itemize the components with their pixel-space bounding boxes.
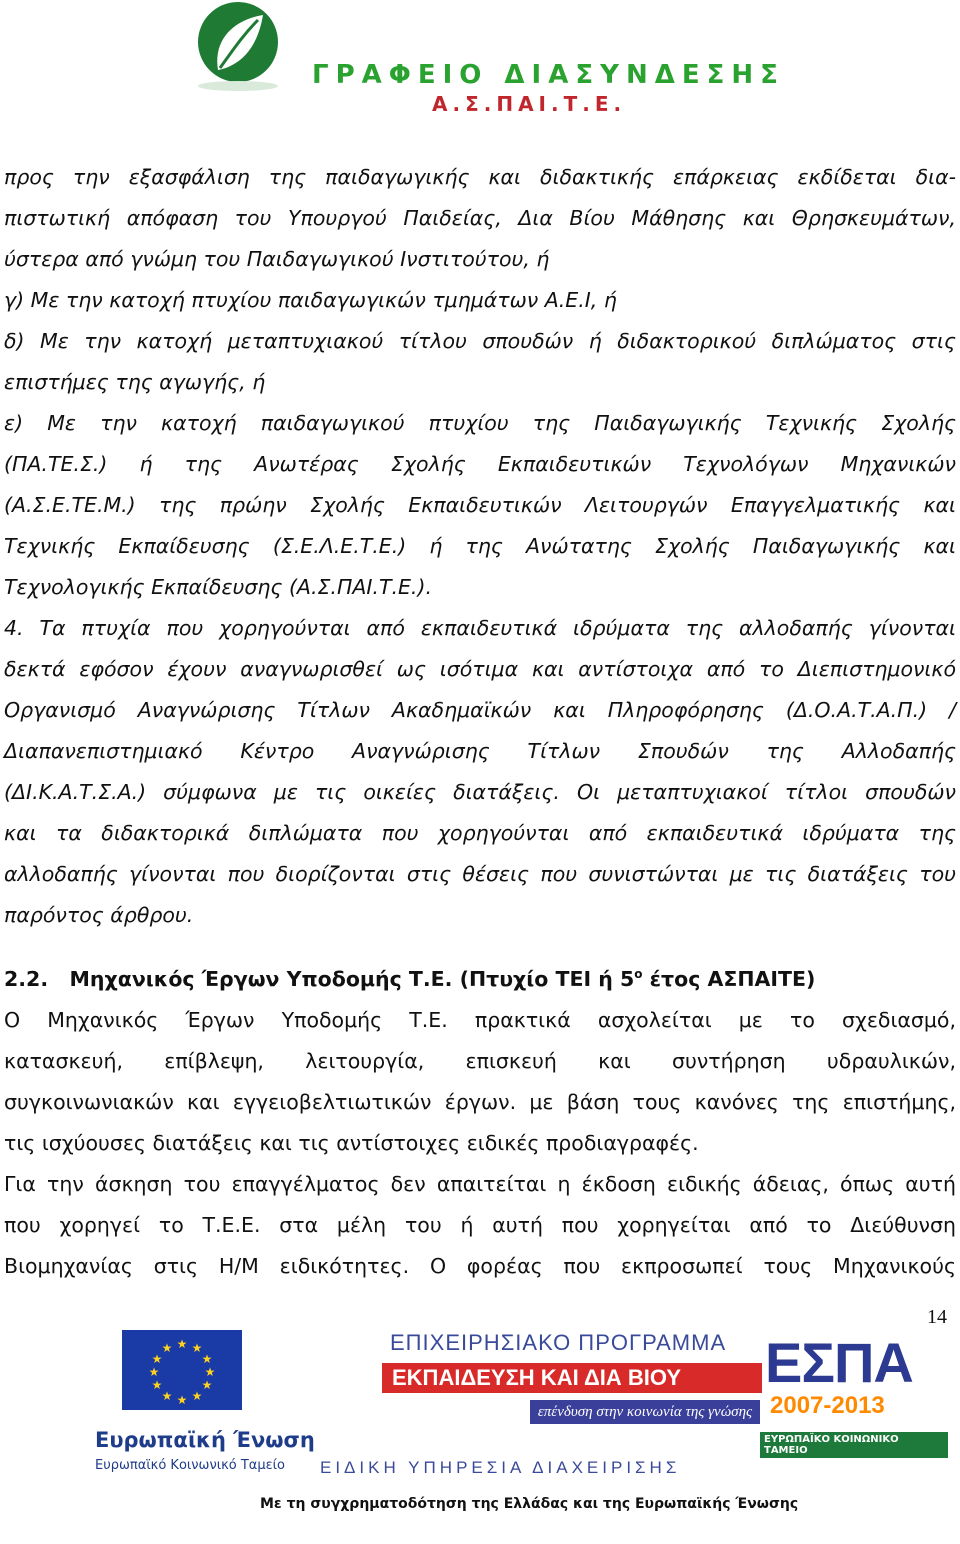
svg-text:★: ★ — [161, 1341, 173, 1355]
svg-text:★: ★ — [176, 1393, 188, 1407]
text-line: Οργανισμό Αναγνώρισης Τίτλων Ακαδημαϊκών και Πληροφόρησης (Δ.Ο.Α.Τ.Α.Π.) / — [4, 698, 956, 722]
cofunding-caption: Με τη συγχρηματοδότηση της Ελλάδας και της Ευρωπαϊκής Ένωσης — [260, 1496, 799, 1512]
document-body — [4, 157, 956, 1287]
text-line: πιστωτική απόφαση του Υπουργού Παιδείας, Δια Βίου Μάθησης και Θρησκευμάτων, — [4, 206, 956, 230]
text-line: παρόντος άρθρου. — [4, 903, 194, 927]
text-line: αλλοδαπής γίνονται που διορίζονται στις θέσεις που συνιστώνται με τις διατάξεις του — [4, 862, 956, 886]
text-line: επιστήμες της αγωγής, ή — [4, 370, 266, 394]
svg-text:★: ★ — [148, 1365, 160, 1379]
text-line: δεκτά εφόσον έχουν αναγνωρισθεί ως ισότιμα και αντίστοιχα από το Διεπιστημονικό — [4, 657, 956, 681]
text-line: (ΔΙ.Κ.Α.Τ.Σ.Α.) σύμφωνα με τις οικείες διατάξεις. Οι μεταπτυχιακοί τίτλοι σπουδών — [4, 780, 956, 804]
text-line: (ΠΑ.ΤΕ.Σ.) ή της Ανωτέρας Σχολής Εκπαιδευτικών Τεχνολόγων Μηχανικών — [4, 452, 956, 476]
text-line: Τεχνικής Εκπαίδευσης (Σ.Ε.Λ.Ε.Τ.Ε.) ή της Ανώτατης Σχολής Παιδαγωγικής και — [4, 534, 956, 558]
text-line: προς την εξασφάλιση της παιδαγωγικής και διδακτικής επάρκειας εκδίδεται δια- — [4, 165, 956, 189]
svg-text:★: ★ — [161, 1389, 173, 1403]
program-tagline: επένδυση στην κοινωνία της γνώσης — [530, 1400, 760, 1424]
espa-logo: ΕΣΠΑ — [765, 1331, 913, 1394]
text-line: ύστερα από γνώμη του Παιδαγωγικού Ινστιτούτου, ή — [4, 247, 550, 271]
text-line: δ) Με την κατοχή μεταπτυχιακού τίτλου σπουδών ή διδακτορικού διπλώματος στις — [4, 329, 956, 353]
svg-text:★: ★ — [151, 1352, 163, 1366]
text-line: Ο Μηχανικός Έργων Υποδομής Τ.Ε. πρακτικά ασχολείται με το σχεδιασμό, — [4, 1007, 956, 1032]
text-line: και τα διδακτορικά διπλώματα που χορηγούνται από εκπαιδευτικά ιδρύματα της — [4, 821, 956, 845]
spacer — [4, 936, 956, 954]
eu-sublabel: Ευρωπαϊκό Κοινωνικό Ταμείο — [95, 1458, 286, 1473]
text-line: 4. Τα πτυχία που χορηγούνται από εκπαιδευτικά ιδρύματα της αλλοδαπής γίνονται — [4, 616, 956, 640]
svg-text:★: ★ — [201, 1378, 213, 1392]
text-line: τις ισχύουσες διατάξεις και τις αντίστοιχες ειδικές προδιαγραφές. — [4, 1130, 699, 1155]
svg-text:★: ★ — [191, 1389, 203, 1403]
program-name: ΕΚΠΑΙΔΕΥΣΗ ΚΑΙ ΔΙΑ ΒΙΟΥ ΜΑΘΗΣΗ — [382, 1363, 762, 1393]
svg-text:★: ★ — [201, 1352, 213, 1366]
text-line: ε) Με την κατοχή παιδαγωγικού πτυχίου της Παιδαγωγικής Τεχνικής Σχολής — [4, 411, 956, 435]
text-line: κατασκευή, επίβλεψη, λειτουργία, επισκευή και συντήρηση υδραυλικών, — [4, 1048, 956, 1073]
section-title-tail: έτος ΑΣΠΑΙΤΕ) — [642, 966, 816, 991]
text-line: γ) Με την κατοχή πτυχίου παιδαγωγικών τμημάτων Α.Ε.Ι, ή — [4, 288, 617, 312]
eu-flag-icon — [122, 1330, 242, 1410]
text-line: που χορηγεί το Τ.Ε.Ε. στα μέλη του ή αυτή που χορηγείται από το Διεύθυνση — [4, 1212, 956, 1237]
eu-label: Ευρωπαϊκή Ένωση — [95, 1428, 315, 1452]
section-title-sup: ο — [634, 967, 643, 981]
funding-banner — [60, 1330, 913, 1530]
svg-text:★: ★ — [204, 1365, 216, 1379]
espa-fund-label: ΕΥΡΩΠΑΪΚΟ ΚΟΙΝΩΝΙΚΟ ΤΑΜΕΙΟ — [760, 1432, 948, 1458]
section-number: 2.2. — [4, 966, 49, 991]
svg-text:★: ★ — [176, 1337, 188, 1351]
section-title: Μηχανικός Έργων Υποδομής Τ.Ε. (Πτυχίο ΤΕΙ ή 5 — [69, 966, 635, 991]
espa-years: 2007-2013 — [770, 1392, 885, 1419]
svg-text:★: ★ — [151, 1378, 163, 1392]
leaf-logo-icon — [178, 0, 298, 95]
page-number: 14 — [927, 1306, 947, 1328]
text-line: Τεχνολογικής Εκπαίδευσης (Α.Σ.ΠΑΙ.Τ.Ε.). — [4, 575, 432, 599]
logo-title: ΓΡΑΦΕΙΟ ΔΙΑΣΥΝΔΕΣΗΣ — [312, 60, 785, 90]
service-name: ΕΙΔΙΚΗ ΥΠΗΡΕΣΙΑ ΔΙΑΧΕΙΡΙΣΗΣ — [320, 1458, 681, 1477]
text-line: Για την άσκηση του επαγγέλματος δεν απαιτείται η έκδοση ειδικής άδειας, όπως αυτή — [4, 1171, 956, 1196]
section-heading — [4, 954, 956, 1000]
text-line: συγκοινωνιακών και εγγειοβελτιωτικών έργων. με βάση τους κανόνες της επιστήμης, — [4, 1089, 956, 1114]
header — [0, 0, 960, 120]
svg-text:★: ★ — [191, 1341, 203, 1355]
text-line: Διαπανεπιστημιακό Κέντρο Αναγνώρισης Τίτλων Σπουδών της Αλλοδαπής — [4, 739, 956, 763]
text-line: Βιομηχανίας στις Η/Μ ειδικότητες. Ο φορέας που εκπροσωπεί τους Μηχανικούς — [4, 1253, 956, 1278]
text-line: (Α.Σ.Ε.ΤΕ.Μ.) της πρώην Σχολής Εκπαιδευτικών Λειτουργών Επαγγελματικής και — [4, 493, 956, 517]
program-title: ΕΠΙΧΕΙΡΗΣΙΑΚΟ ΠΡΟΓΡΑΜΜΑ — [390, 1330, 727, 1355]
logo-subtitle: Α.Σ.ΠΑΙ.Τ.Ε. — [432, 92, 627, 116]
